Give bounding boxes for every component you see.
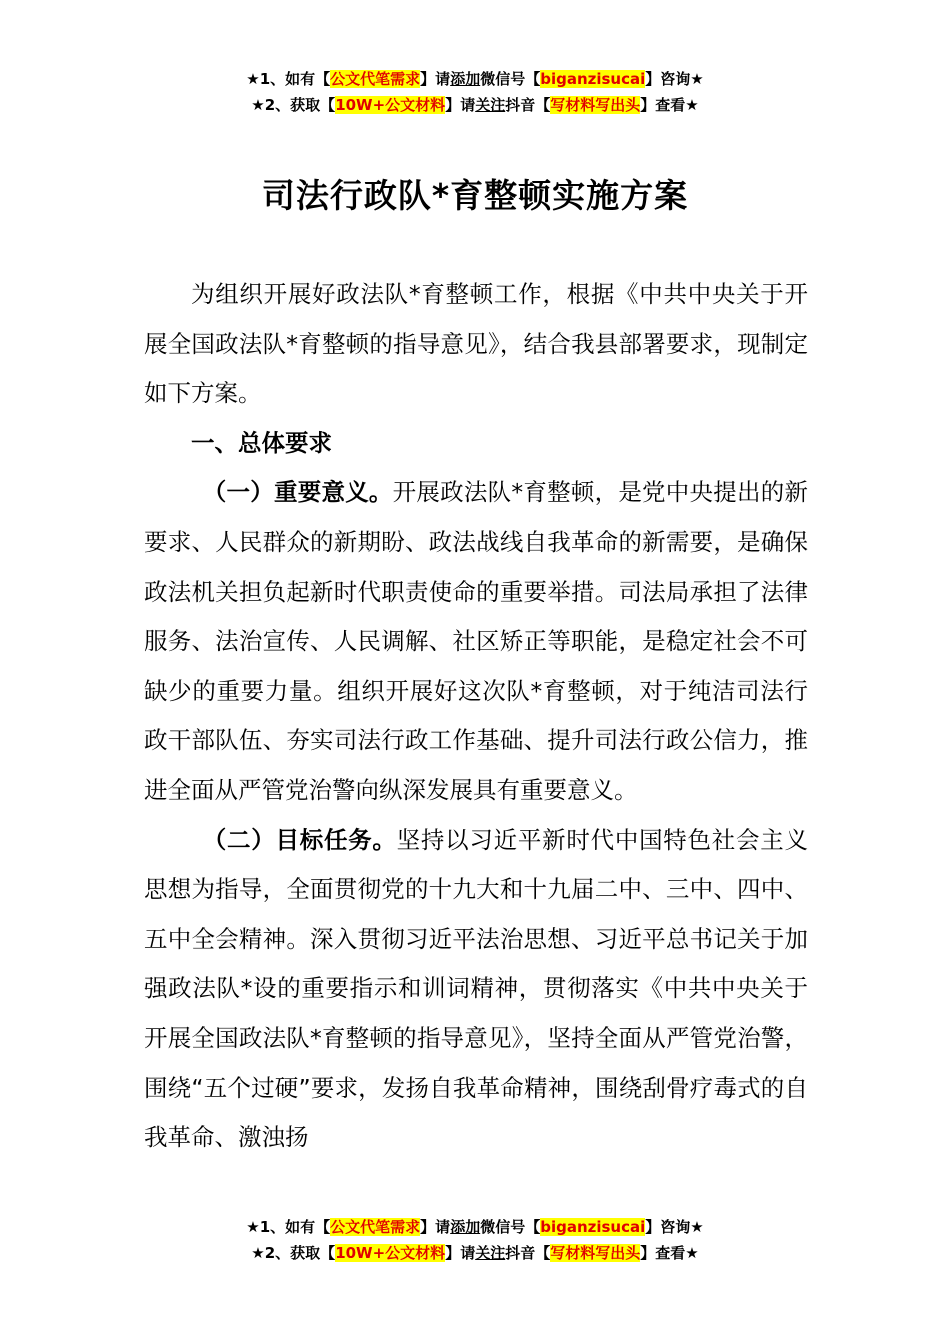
promo-wechat-id: biganzisucai: [540, 1218, 646, 1236]
promo-douyin-id: 写材料写出头: [550, 96, 641, 114]
promo-line-1: ★1、如有【公文代笔需求】请添加微信号【biganzisucai】咨询★: [246, 1218, 704, 1236]
promo-line-2: ★2、获取【10W+公文材料】请关注抖音【写材料写出头】查看★: [251, 96, 699, 114]
promo-douyin-id: 写材料写出头: [550, 1244, 641, 1262]
subsection-text: 坚持以习近平新时代中国特色社会主义思想为指导，全面贯彻党的十九大和十九届二中、三中、四中、五中全会精神。深入贯彻习近平法治思想、习近平总书记关于加强政法队*设的重要指示和训词精神，贯彻落实《中共中央关于开展全国政法队*育整顿的指导意见》，坚持全面从严管党治警，围绕“五个过硬”要求，发扬自我革命精神，围绕刮骨疗毒式的自我革命、激浊扬: [144, 825, 809, 1152]
subsection-importance: [144, 468, 808, 815]
document-body: [144, 270, 808, 1163]
promo-highlight: 10W+公文材料: [335, 96, 446, 114]
subsection-lead: （一）重要意义。: [202, 478, 393, 507]
document-title: 司法行政队*育整顿实施方案: [261, 176, 689, 215]
promo-highlight: 公文代笔需求: [330, 70, 421, 88]
promo-highlight: 公文代笔需求: [330, 1218, 421, 1236]
subsection-lead: （二）目标任务。: [202, 825, 397, 854]
promo-banner-bottom: [0, 1214, 950, 1266]
promo-highlight: 10W+公文材料: [335, 1244, 446, 1262]
subsection-objectives: [144, 816, 808, 1163]
subsection-text: 开展政法队*育整顿，是党中央提出的新要求、人民群众的新期盼、政法战线自我革命的新需要，是确保政法机关担负起新时代职责使命的重要举措。司法局承担了法律服务、法治宣传、人民调解、社区矫正等职能，是稳定社会不可缺少的重要力量。组织开展好这次队*育整顿，对于纯洁司法行政干部队伍、夯实司法行政工作基础、提升司法行政公信力，推进全面从严管党治警向纵深发展具有重要意义。: [144, 478, 809, 804]
intro-paragraph: 为组织开展好政法队*育整顿工作，根据《中共中央关于开展全国政法队*育整顿的指导意见》，结合我县部署要求，现制定如下方案。: [144, 280, 808, 408]
promo-line-2: ★2、获取【10W+公文材料】请关注抖音【写材料写出头】查看★: [251, 1244, 699, 1262]
promo-wechat-id: biganzisucai: [540, 70, 646, 88]
section-heading-overall-requirements: 一、总体要求: [191, 428, 332, 457]
promo-banner-top: [0, 66, 950, 118]
promo-line-1: ★1、如有【公文代笔需求】请添加微信号【biganzisucai】咨询★: [246, 70, 704, 88]
